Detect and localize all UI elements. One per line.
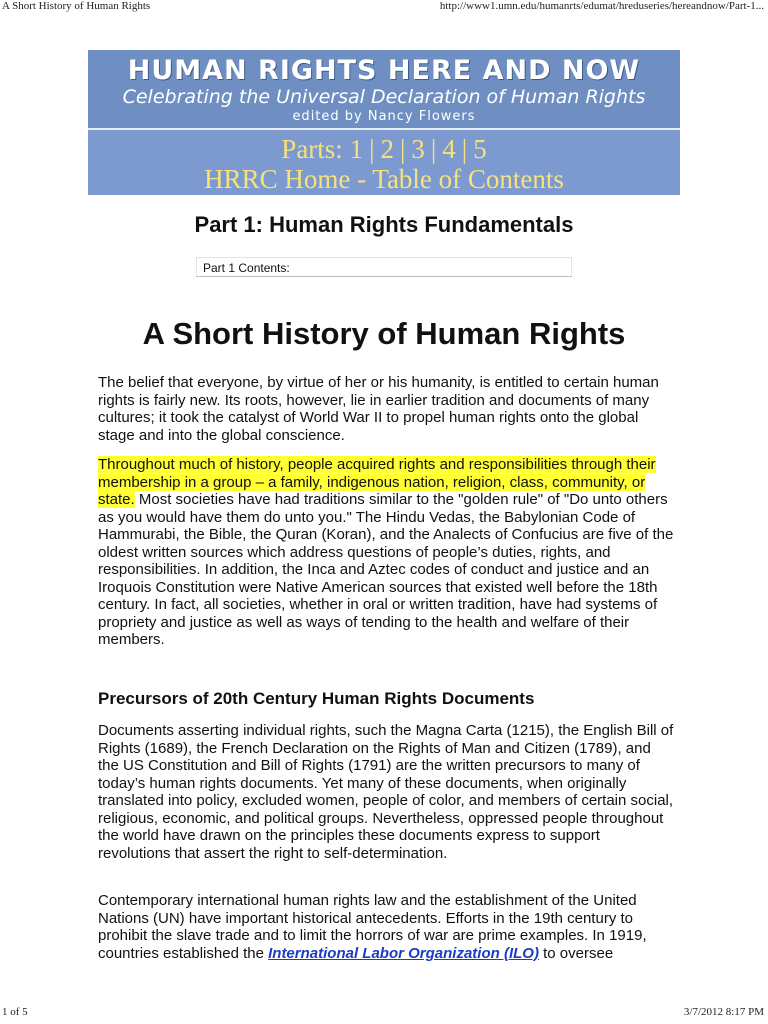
part-title: Part 1: Human Rights Fundamentals	[194, 212, 574, 237]
banner-nav	[88, 130, 680, 195]
parts-separator: |	[461, 134, 468, 164]
precursors-paragraph	[98, 722, 674, 862]
intro-paragraph	[98, 374, 674, 444]
hrrc-home-link[interactable]: HRRC Home	[204, 164, 351, 194]
contemporary-text: Contemporary international human rights law and the establishment of the United Nations (UN) have important historical antecedents. Efforts in the 19th century to prohibit the slave trade and to limit the horrors of war are prime examples. In 1919, countries established the	[98, 892, 647, 962]
print-header-title: A Short History of Human Rights	[2, 0, 151, 12]
ilo-link[interactable]: International Labor Organization (ILO)	[268, 944, 539, 962]
section-heading: Precursors of 20th Century Human Rights Documents	[98, 689, 535, 708]
intro-text: The belief that everyone, by virtue of her or his humanity, is entitled to certain human rights is fairly new. Its roots, however, lie in earlier tradition and documents of many cultures; it took the catalyst of World War II to propel human rights onto the global stage and into the global conscience.	[98, 374, 659, 444]
part-contents-box[interactable]: Part 1 Contents:	[196, 257, 572, 277]
part-1-link[interactable]: 1	[349, 134, 364, 164]
banner-subtitle: Celebrating the Universal Declaration of Human Rights	[122, 86, 646, 108]
parts-separator: |	[369, 134, 375, 164]
part-5-link[interactable]: 5	[473, 134, 487, 164]
site-banner	[88, 50, 680, 195]
print-datetime: 3/7/2012 8:17 PM	[683, 1006, 764, 1018]
contemporary-paragraph	[98, 892, 674, 962]
banner-editor: edited by Nancy Flowers	[292, 109, 476, 124]
print-footer	[0, 1006, 768, 1020]
table-of-contents-link[interactable]: Table of Contents	[372, 164, 564, 194]
history-text: Most societies have had traditions similar to the "golden rule" of "Do unto others as you would have them do unto you." The Hindu Vedas, the Babylonian Code of Hammurabi, the Bible, the Quran (Koran), and the Analects of Confucius are five of the oldest written sources which address questions of people’s duties, rights, and responsibilities. In addition, the Inca and Aztec codes of conduct and justice and an Iroquois Constitution were Native American sources that existed well before the 18th century. In fact, all societies, whether in oral or written tradition, have had systems of propriety and justice as well as ways of tending to the health and welfare of their members.	[98, 491, 674, 648]
banner-title-block	[88, 50, 680, 128]
parts-separator: |	[399, 134, 406, 164]
highlighted-text: Throughout much of history, people acquired rights and responsibilities through their membership in a group – a family, indigenous nation, religion, class, community, or state.	[98, 456, 656, 508]
home-dash: -	[350, 164, 373, 194]
part-2-link[interactable]: 2	[380, 134, 394, 164]
part-4-link[interactable]: 4	[442, 134, 456, 164]
parts-nav	[88, 134, 680, 164]
precursors-text: Documents asserting individual rights, such the Magna Carta (1215), the English Bill of Rights (1689), the French Declaration on the Rights of Man and Citizen (1789), and the US Constitution and Bill of Rights (1791) are the written precursors to many of today’s human rights documents. Yet many of these documents, when originally translated into policy, excluded women, people of color, and members of certain social, religious, economic, and political groups. Nevertheless, oppressed people throughout the world have drawn on the principles these documents express to support revolutions that assert the right to self-determination.	[98, 722, 674, 862]
home-nav	[88, 164, 680, 194]
banner-title: HUMAN RIGHTS HERE AND NOW	[127, 55, 641, 86]
contemporary-text-end: to oversee	[538, 944, 614, 962]
page-number: 1 of 5	[2, 1006, 28, 1018]
parts-label: Parts:	[281, 134, 343, 164]
print-header	[0, 0, 768, 14]
parts-separator: |	[430, 134, 437, 164]
part-3-link[interactable]: 3	[411, 134, 425, 164]
history-paragraph	[98, 456, 674, 649]
print-header-url: http://www1.umn.edu/humanrts/edumat/hreduseries/hereandnow/Part-1...	[439, 0, 764, 12]
page-title: A Short History of Human Rights	[142, 316, 626, 351]
